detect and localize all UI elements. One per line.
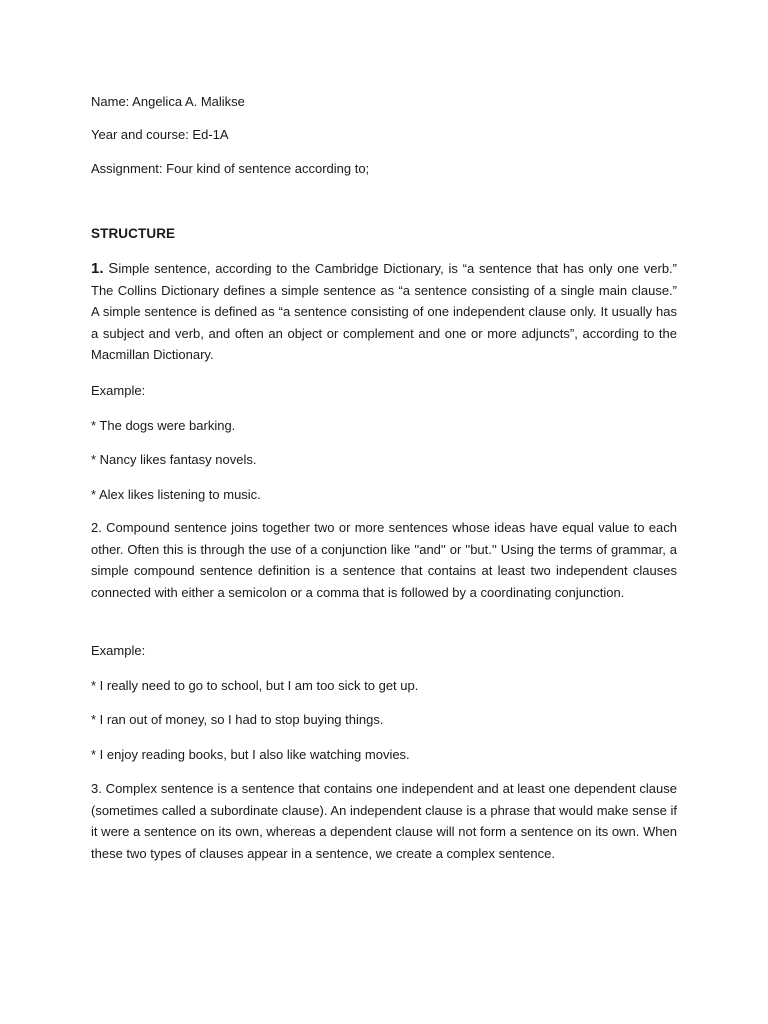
compound-example-2: * I ran out of money, so I had to stop buying things.	[91, 712, 384, 727]
compound-example-label: Example:	[91, 643, 146, 658]
year-course: Year and course: Ed-1A	[91, 127, 229, 142]
compound-example-1: * I really need to go to school, but I am too sick to get up.	[91, 678, 419, 693]
complex-sentence-paragraph: 3. Complex sentence is a sentence that contains one independent and at least one dependent clause (sometimes called a subordinate clause). An independent clause is a phrase that would make sense if it were a sentence on its own, whereas a dependent clause will not form a sentence on its own. When these two types of clauses appear in a sentence, we create a complex sentence.	[91, 781, 677, 861]
simple-example-1: * The dogs were barking.	[91, 418, 236, 433]
section-title: STRUCTURE	[91, 226, 176, 241]
assignment-line: Assignment: Four kind of sentence according to;	[91, 161, 370, 176]
simple-number: 1.	[91, 260, 104, 277]
simple-sentence-paragraph	[91, 258, 677, 366]
simple-first-letter: S	[108, 260, 119, 277]
student-name: Name: Angelica A. Malikse	[91, 94, 245, 109]
simple-example-2: * Nancy likes fantasy novels.	[91, 452, 257, 467]
simple-example-3: * Alex likes listening to music.	[91, 487, 261, 502]
compound-example-3: * I enjoy reading books, but I also like watching movies.	[91, 747, 410, 762]
compound-sentence-paragraph: 2. Compound sentence joins together two or more sentences whose ideas have equal value to each other. Often this is through the use of a conjunction like ''and'' or ''but.'' Using the terms of grammar, a simple compound sentence definition is a sentence that contains at least two independent clauses connected with either a semicolon or a comma that is followed by a coordinating conjunction.	[91, 520, 677, 600]
simple-example-label: Example:	[91, 383, 146, 398]
simple-body: imple sentence, according to the Cambridge Dictionary, is “a sentence that has only one verb.” The Collins Dictionary defines a simple sentence as “a sentence consisting of a single main clause.” A simple sentence is defined as “a sentence consisting of one independent clause only. It usually has a subject and verb, and often an object or complement and one or more adjuncts”, according to the Macmillan Dictionary.	[91, 261, 677, 363]
